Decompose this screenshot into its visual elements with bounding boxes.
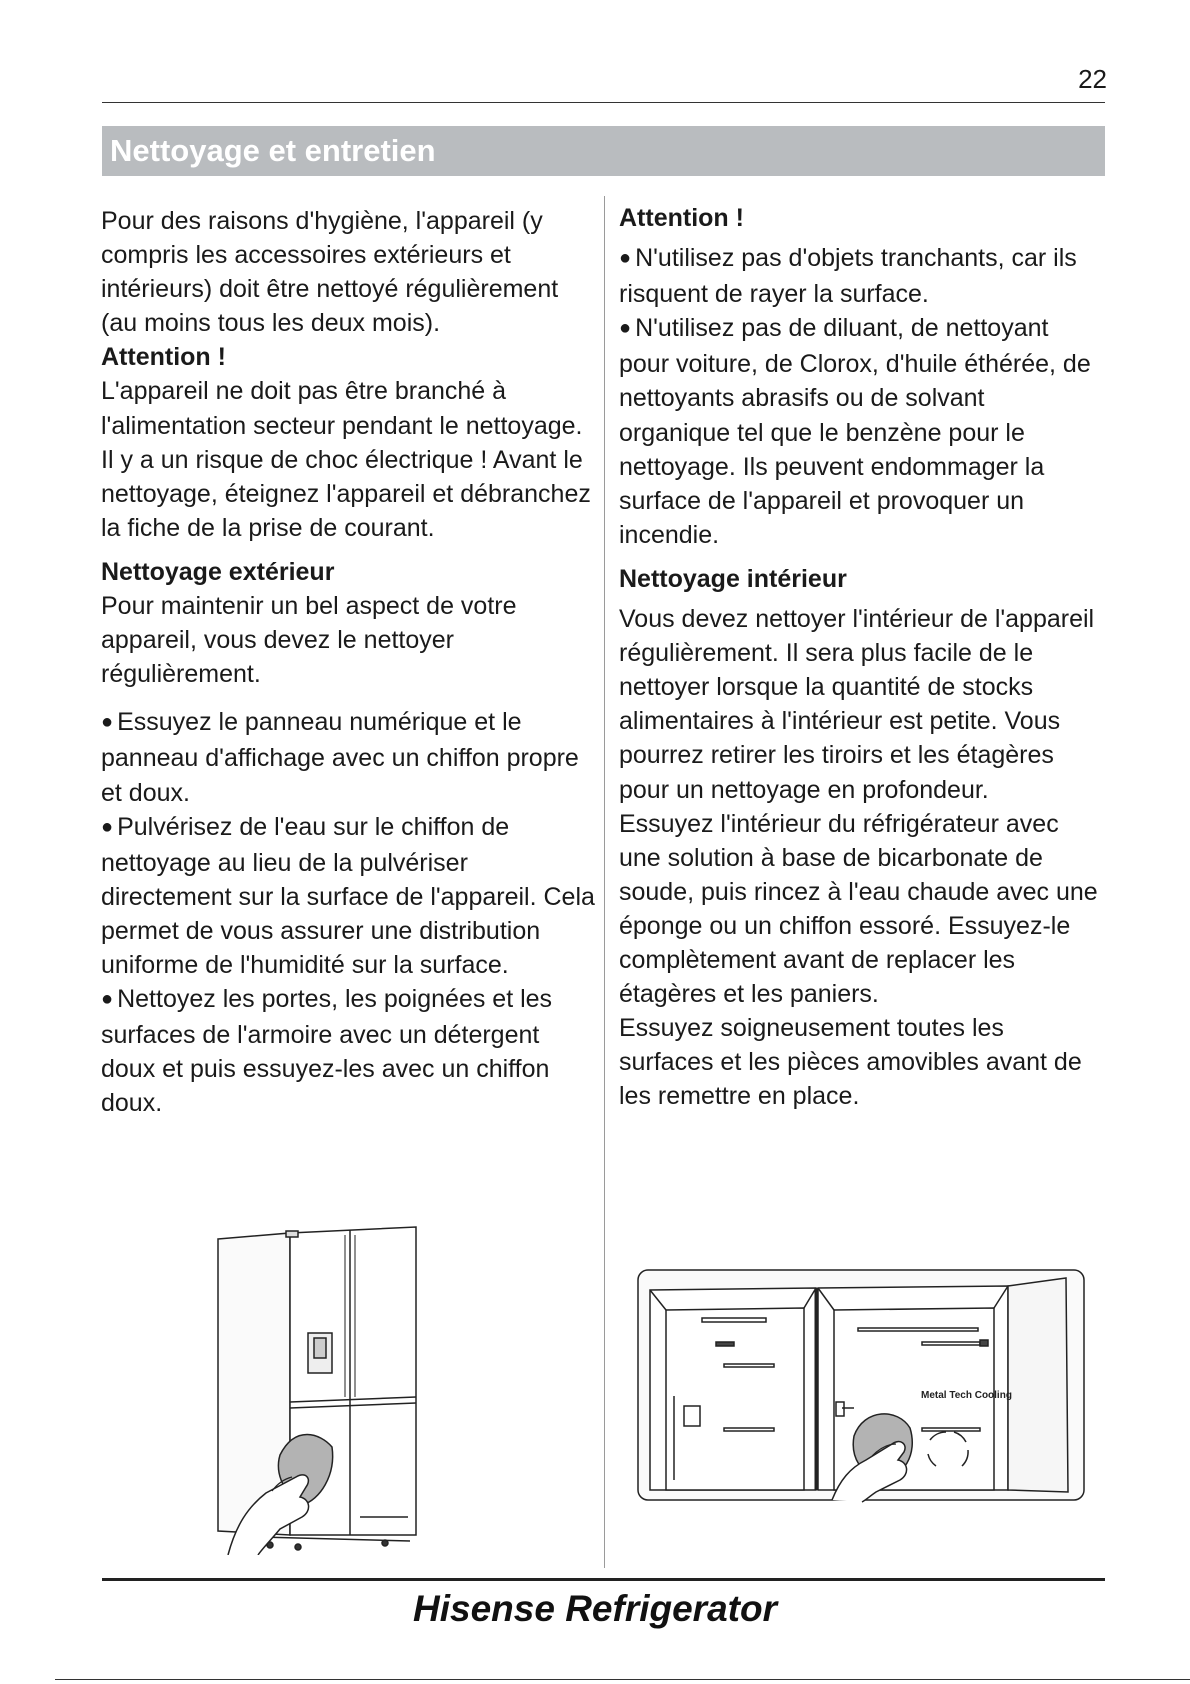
bullet-item: ● Essuyez le panneau numérique et le panneau d'affichage avec un chiffon propre et doux. — [101, 708, 579, 807]
attention-heading-right: Attention ! — [619, 204, 744, 232]
fridge-exterior-illustration — [210, 1225, 430, 1555]
page-bottom-rule — [55, 1679, 1190, 1680]
attention-paragraph: L'appareil ne doit pas être branché à l'alimentation secteur pendant le nettoyage. Il y a un risque de choc électrique ! Avant le nettoyage, éteignez l'appareil et débranchez la fiche de la prise de courant. — [101, 377, 591, 542]
attention-heading-left: Attention ! — [101, 343, 226, 372]
fridge-interior-illustration — [636, 1268, 1086, 1508]
page-number: 22 — [1078, 64, 1107, 94]
footer-brand: Hisense Refrigerator — [413, 1588, 777, 1629]
footer-rule — [102, 1578, 1105, 1581]
exterior-cleaning-heading: Nettoyage extérieur — [101, 557, 335, 586]
bullet-icon: ● — [619, 317, 632, 340]
bullet-item: ● N'utilisez pas de diluant, de nettoyant pour voiture, de Clorox, d'huile éthérée, de nettoyants abrasifs ou de solvant organique tel que le benzène pour le nettoyage. Ils peuvent endommager la surface de l'appareil et provoquer un incendie. — [619, 314, 1091, 549]
bullet-icon: ● — [101, 711, 114, 734]
interior-paragraph: Essuyez l'intérieur du réfrigérateur avec une solution à base de bicarbonate de soude, puis rincez à l'eau chaude avec une éponge ou un chiffon essoré. Essuyez-le complètement avant de replacer les étagères et les paniers. — [619, 809, 1098, 1009]
interior-paragraph: Essuyez soigneusement toutes les surfaces et les pièces amovibles avant de les remettre en place. — [619, 1014, 1082, 1111]
right-column — [619, 201, 1101, 1113]
bullet-icon: ● — [101, 988, 114, 1011]
section-title: Nettoyage et entretien — [110, 133, 436, 168]
bullet-icon: ● — [619, 247, 632, 270]
bullet-item: ● Pulvérisez de l'eau sur le chiffon de nettoyage au lieu de la pulvériser directement sur la surface de l'appareil. Cela permet de vous assurer une distribution uniforme de l'humidité sur la surface. — [101, 812, 595, 979]
column-divider — [604, 196, 605, 1568]
section-header-bar — [102, 126, 1105, 176]
header-rule — [102, 102, 1105, 103]
interior-brand-label: Metal Tech Cooling — [921, 1390, 1012, 1401]
intro-paragraph: Pour des raisons d'hygiène, l'appareil (y compris les accessoires extérieurs et intérieurs) doit être nettoyé régulièrement (au moins tous les deux mois). — [101, 207, 559, 338]
left-column — [101, 204, 595, 1120]
interior-paragraph: Vous devez nettoyer l'intérieur de l'appareil régulièrement. Il sera plus facile de le nettoyer lorsque la quantité de stocks alimentaires à l'intérieur est petite. Vous pourrez retirer les tiroirs et les étagères pour un nettoyage en profondeur. — [619, 605, 1095, 804]
bullet-item: ● Nettoyez les portes, les poignées et les surfaces de l'armoire avec un détergent doux et puis essuyez-les avec un chiffon doux. — [101, 985, 553, 1118]
interior-cleaning-heading: Nettoyage intérieur — [619, 564, 847, 593]
bullet-icon: ● — [101, 815, 114, 838]
bullet-item: ● N'utilisez pas d'objets tranchants, car ils risquent de rayer la surface. — [619, 244, 1077, 309]
exterior-cleaning-paragraph: Pour maintenir un bel aspect de votre appareil, vous devez le nettoyer régulièrement. — [101, 592, 517, 689]
